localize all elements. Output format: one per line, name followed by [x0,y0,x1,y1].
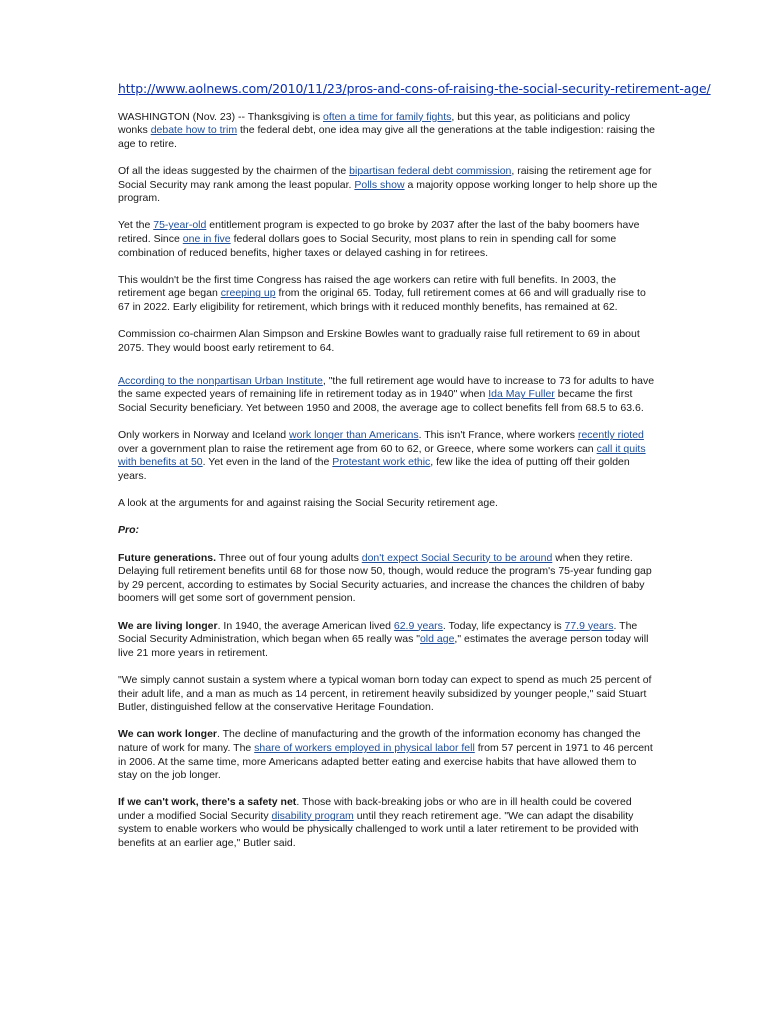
text: the federal debt, one idea may give all the generations at the table indigestion: raising the age to retire. [118,124,656,150]
text: , but this year, as politicians and policy wonks [118,110,630,137]
paragraph-entitlement [118,219,658,260]
text: Yet the [118,219,154,232]
point-heading: If we can't work, there's a safety net [118,796,297,809]
link-protestant-work-ethic[interactable]: Protestant work ethic [332,456,431,469]
text: became the first Social Security beneficiary. Yet between 1950 and 2008, the average age to collect benefits fell from 68.5 to 63.6. [118,388,644,415]
text: "We simply cannot sustain a system where a typical woman born today can expect to spend as much 25 percent of their adult life, and a man as much as 14 percent, in retirement heavily subsidized by younger people," said Stuart Butler, distinguished fellow at the conservative Heritage Foundation. [118,673,652,714]
text: WASHINGTON (Nov. 23) -- Thanksgiving is [118,110,323,123]
link-call-it-quits[interactable]: call it quits with benefits at 50 [118,442,646,469]
source-url-link[interactable]: http://www.aolnews.com/2010/11/23/pros-and-cons-of-raising-the-social-security-retirement-age/ [118,81,711,96]
link-old-age[interactable]: old age [419,633,455,646]
text: federal dollars goes to Social Security, most plans to rein in spending call for some combination of reduced benefits, higher taxes or delayed cashing in for retirees. [118,232,617,259]
text: . Today, life expectancy is [442,619,565,632]
text: . In 1940, the average American lived [217,619,394,632]
paragraph-future-generations [118,552,658,606]
text: Commission co-chairmen Alan Simpson and Erskine Bowles want to gradually raise full retirement to 69 in about 2075. They would boost early retirement to 64. [118,328,640,354]
text: This wouldn't be the first time Congress has raised the age workers can retire with full benefits. In 2003, the retirement age began [118,273,617,300]
text: , few like the idea of putting off their golden years. [118,456,630,483]
link-creeping-up[interactable]: creeping up [220,287,276,300]
text: . Yet even in the land of the [202,456,333,469]
text: until they reach retirement age. "We can adapt the disability system to enable workers who would be physically challenged to work until a later retirement to be provided with benefits at an earlier age," Butler said. [118,809,639,850]
link-77-9-years[interactable]: 77.9 years [564,619,614,632]
link-work-longer-than-americans[interactable]: work longer than Americans [289,429,419,442]
text: . The decline of manufacturing and the growth of the information economy has changed the nature of work for many. The [118,728,641,754]
text: . Those with back-breaking jobs or who are in ill health could be covered under a modified Social Security [118,796,632,822]
text: from 57 percent in 1971 to 46 percent in 2006. At the same time, more Americans adapted better eating and exercise habits that have allowed them to stay on the job longer. [118,741,653,782]
pro-heading: Pro: [118,524,139,537]
text: over a government plan to raise the retirement age from 60 to 62, or Greece, where some workers can [118,442,597,455]
link-recently-rioted[interactable]: recently rioted [577,429,644,442]
point-heading: Future generations. [118,551,217,564]
text: A look at the arguments for and against raising the Social Security retirement age. [118,497,498,510]
text: when they retire. Delaying full retirement benefits until 68 for those now 50, though, would reduce the program's 75-year funding gap by 29 percent, according to estimates by Social Security actuaries, and increase the chances the children of baby boomers will get some sort of government pension. [118,551,652,605]
text: Three out of four young adults [216,551,362,564]
point-heading: We are living longer [118,619,218,632]
link-dont-expect-social-security[interactable]: don't expect Social Security to be around [361,551,553,564]
text: Only workers in Norway and Iceland [118,429,289,442]
text: . The Social Security Administration, which began when 65 really was " [118,619,638,646]
paragraph-living-longer [118,620,658,661]
link-family-fights[interactable]: often a time for family fights [323,110,452,123]
text: entitlement program is expected to go broke by 2037 after the last of the baby boomers have retired. Since [118,219,640,245]
text: ," estimates the average person today will live 21 more years in retirement. [118,633,649,659]
paragraph-intro [118,111,658,152]
paragraph-urban-institute [118,375,658,416]
paragraph-co-chairmen [118,328,658,355]
text: , raising the retirement age for Social Security may rank among the least popular. [118,164,652,191]
paragraph-first-time [118,274,658,315]
paragraph-work-longer [118,728,658,782]
link-75-year-old[interactable]: 75-year-old [153,219,207,232]
paragraph-safety-net [118,796,658,850]
link-debt-commission[interactable]: bipartisan federal debt commission [349,164,512,177]
link-debate-how-to-trim[interactable]: debate how to trim [150,124,238,137]
link-polls-show[interactable]: Polls show [354,178,405,191]
article [118,81,711,864]
link-one-in-five[interactable]: one in five [182,232,231,245]
text: a majority oppose working longer to help shore up the program. [118,178,658,205]
link-physical-labor-share[interactable]: share of workers employed in physical labor fell [254,741,475,754]
paragraph-butler-quote [118,674,658,715]
link-disability-program[interactable]: disability program [271,809,354,822]
link-urban-institute[interactable]: According to the nonpartisan Urban Institute [118,374,323,387]
text: Of all the ideas suggested by the chairmen of the [118,164,350,177]
text: , "the full retirement age would have to increase to 73 for adults to have the same expected years of remaining life in retirement today as in 1940" when [118,374,655,401]
point-heading: We can work longer [118,728,217,741]
link-62-9-years[interactable]: 62.9 years [393,619,443,632]
text: . This isn't France, where workers [418,429,578,442]
paragraph-debt-commission [118,165,658,206]
paragraph-norway-iceland [118,429,658,483]
paragraph-look-at-arguments [118,497,658,511]
link-ida-may-fuller[interactable]: Ida May Fuller [488,388,555,401]
text: from the original 65. Today, full retirement comes at 66 and will gradually rise to 67 in 2022. Early eligibility for retirement, which brings with it reduced monthly benefits, has remained at 62. [118,287,646,313]
